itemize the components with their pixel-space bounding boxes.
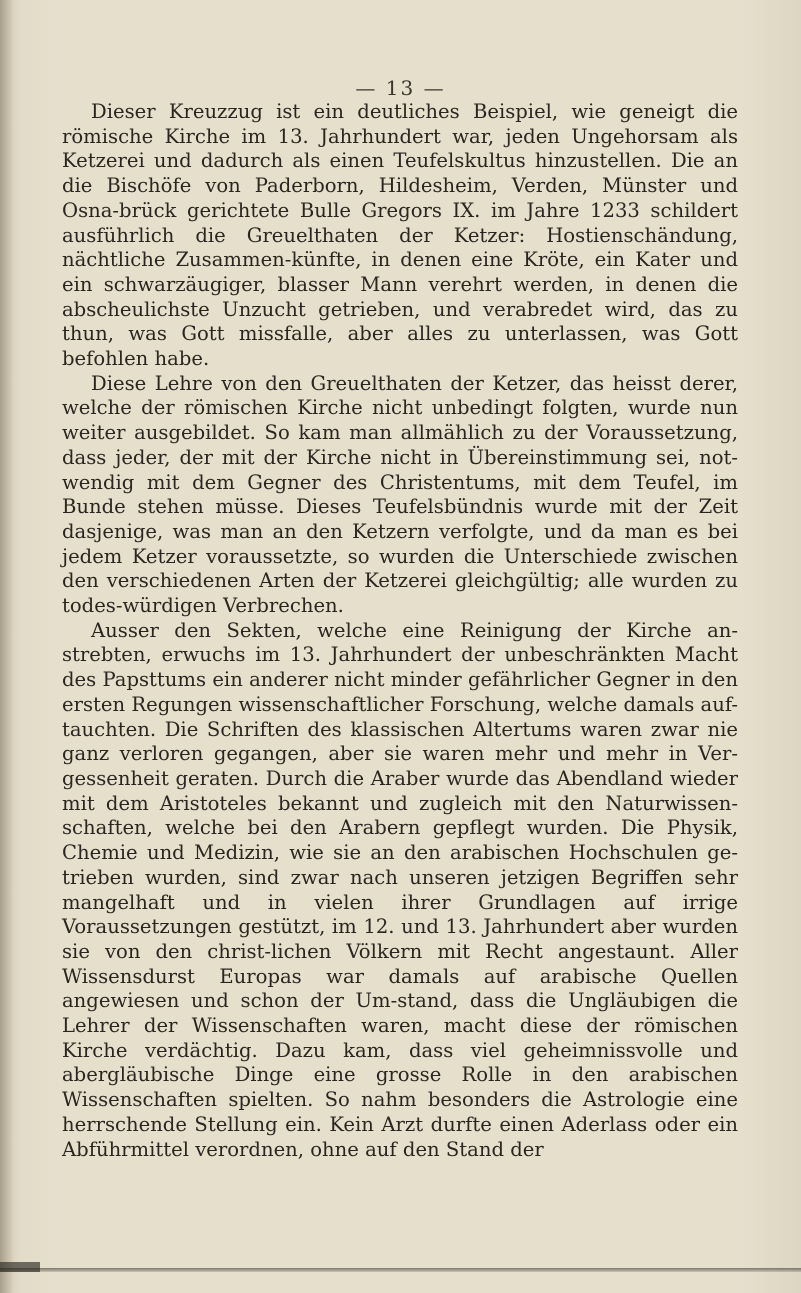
paragraph-3: Ausser den Sekten, welche eine Reinigung der Kirche an-strebten, erwuchs im 13. Jahrhundert der unbeschränkten Macht des Papsttums ein anderer nicht minder gefährlicher Gegner in den ersten Regungen wissenschaftlicher Forschung, welche damals auf-tauchten. Die Schriften des klassischen Altertums waren zwar nie ganz verloren gegangen, aber sie waren mehr und mehr in Ver-gessenheit geraten. Durch die Araber wurde das Abendland wieder mit dem Aristoteles bekannt und zugleich mit den Naturwissen-schaften, welche bei den Arabern gepflegt wurden. Die Physik, Chemie und Medizin, wie sie an den arabischen Hochschulen ge-trieben wurden, sind zwar nach unseren jetzigen Begriffen sehr mangelhaft und in vielen ihrer Grundlagen auf irrige Voraussetzungen gestützt, im 12. und 13. Jahrhundert aber wurden sie von den christ-lichen Völkern mit Recht angestaunt. Aller Wissensdurst Europas war damals auf arabische Quellen angewiesen und schon der Um-stand, dass die Ungläubigen die Lehrer der Wissenschaften waren, macht diese der römischen Kirche verdächtig. Dazu kam, dass viel geheimnissvolle und abergläubische Dinge eine grosse Rolle in den arabischen Wissenschaften spielten. So nahm besonders die Astrologie eine herrschende Stellung ein. Kein Arzt durfte einen Aderlass oder ein Abführmittel verordnen, ohne auf den Stand der [62,618,738,1161]
paragraph-1: Dieser Kreuzzug ist ein deutliches Beispiel, wie geneigt die römische Kirche im 13. Jahrhundert war, jeden Ungehorsam als Ketzerei und dadurch als einen Teufelskultus hinzustellen. Die an die Bischöfe von Paderborn, Hildesheim, Verden, Münster und Osna-brück gerichtete Bulle Gregors IX. im Jahre 1233 schildert ausführlich die Greuelthaten der Ketzer: Hostienschändung, nächtliche Zusammen-künfte, in denen eine Kröte, ein Kater und ein schwarzäugiger, blasser Mann verehrt werden, in denen die abscheulichste Unzucht getrieben, und verabredet wird, das zu thun, was Gott missfalle, aber alles zu unterlassen, was Gott befohlen habe. [62,100,738,371]
paragraph-2: Diese Lehre von den Greuelthaten der Ketzer, das heisst derer, welche der römischen Kirche nicht unbedingt folgten, wurde nun weiter ausgebildet. So kam man allmählich zu der Voraussetzung, dass jeder, der mit der Kirche nicht in Übereinstimmung sei, not-wendig mit dem Gegner des Christentums, mit dem Teufel, im Bunde stehen müsse. Dieses Teufelsbündnis wurde mit der Zeit dasjenige, was man an den Ketzern verfolgte, und da man es bei jedem Ketzer voraussetzte, so wurden die Unterschiede zwischen den verschiedenen Arten der Ketzerei gleichgültig; alle wurden zu todes-würdigen Verbrechen. [62,371,738,618]
spine-shadow [0,0,14,1293]
page-number: — 13 — [355,76,446,100]
page-bottom-edge [0,1268,801,1272]
body-text [62,100,738,1162]
